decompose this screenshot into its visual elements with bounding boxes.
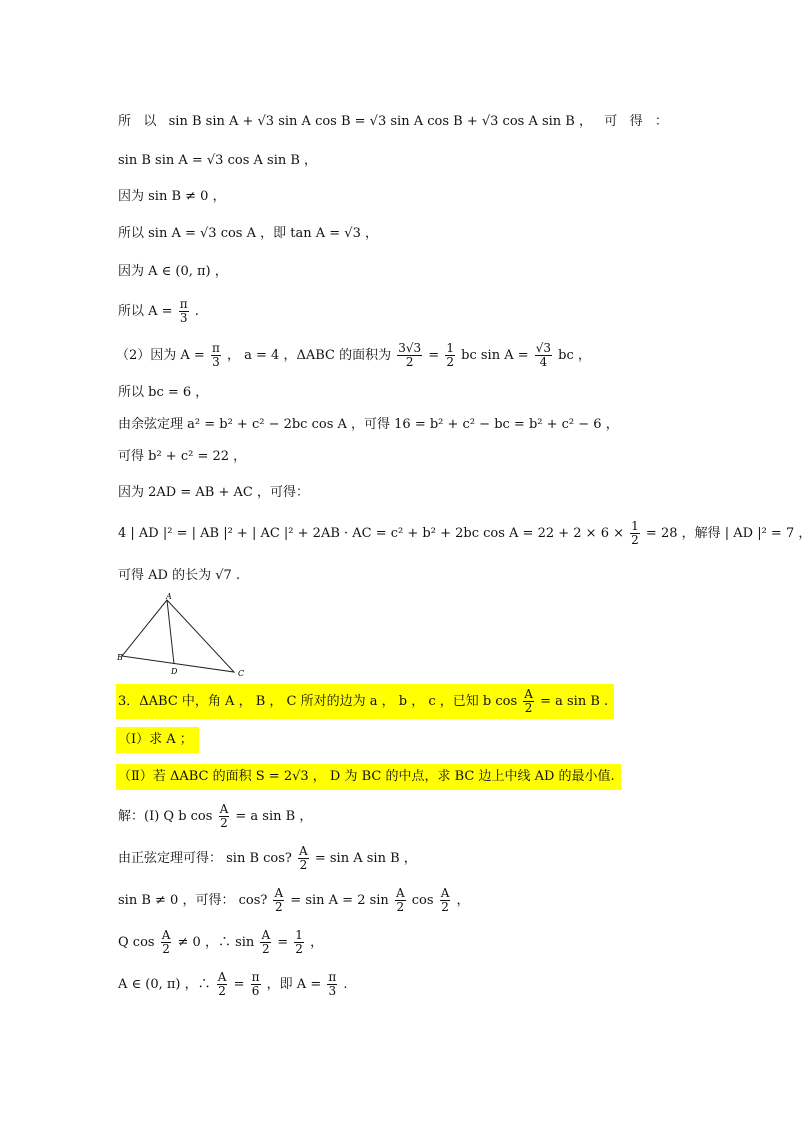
fraction <box>397 342 422 369</box>
text: 3．ΔABC 中，角 A ， B ， C 所对的边为 a ， b ， c ，已知 b cos <box>118 694 518 709</box>
problem-3-part-1: （Ⅰ）求 A ； <box>116 727 199 753</box>
numerator: π <box>328 970 337 984</box>
fraction <box>219 803 230 830</box>
numerator: 3√3 <box>398 341 422 355</box>
denominator: 4 <box>539 355 548 369</box>
numerator: A <box>274 886 284 900</box>
line-4: 所以 sin A = √3 cos A ，即 tan A = √3 ， <box>118 226 378 241</box>
numerator: A <box>524 687 533 701</box>
text: = 28 ，解得 | AD |² = 7 ， <box>645 526 811 541</box>
text: bc ， <box>558 348 591 363</box>
line-6 <box>118 298 199 325</box>
line-9: 由余弦定理 a² = b² + c² − 2bc cos A ，可得 16 = b² + c² − bc = b² + c² − 6 ， <box>118 417 619 432</box>
text: 由正弦定理可得： sin B cos? <box>118 851 292 866</box>
numerator: A <box>299 844 308 858</box>
median-ad <box>167 600 174 664</box>
text: 所 <box>118 114 132 129</box>
numerator: A <box>440 886 450 900</box>
line-2: sin B sin A = √3 cos A sin B ， <box>118 153 318 168</box>
solution-line-3 <box>118 887 470 914</box>
text: ， <box>310 935 324 950</box>
numerator: π <box>211 341 220 355</box>
text: = sin A = 2 sin <box>290 893 389 908</box>
text: （2）因为 A = <box>116 348 205 363</box>
text: Q cos <box>118 935 155 950</box>
text: = a sin B . <box>540 694 609 709</box>
denominator: 2 <box>275 900 283 914</box>
line-7 <box>116 342 591 369</box>
denominator: 2 <box>405 355 414 369</box>
denominator: 2 <box>396 900 405 914</box>
solution-line-1 <box>118 803 312 830</box>
text: cos <box>411 893 434 908</box>
fraction <box>445 342 455 369</box>
text: ，即 A = <box>266 977 322 992</box>
line-13: 可得 AD 的长为 √7 . <box>118 568 241 583</box>
line-8: 所以 bc = 6 ， <box>118 385 209 400</box>
fraction <box>440 887 451 914</box>
denominator: 2 <box>295 942 303 956</box>
text: ， <box>456 893 470 908</box>
text: . <box>343 977 348 992</box>
text: = a sin B ， <box>235 809 313 824</box>
fraction <box>251 971 261 998</box>
text: A ∈ (0, π) ，∴ <box>118 977 211 992</box>
solution-line-2 <box>118 845 417 872</box>
fraction <box>298 845 309 872</box>
fraction <box>161 929 172 956</box>
line-11: 因为 2AD = AB + AC ，可得： <box>118 485 309 500</box>
numerator: 1 <box>446 341 454 355</box>
denominator: 2 <box>441 900 449 914</box>
text: ： <box>654 114 668 129</box>
text: 得 <box>629 114 643 129</box>
text: ≠ 0 ，∴ sin <box>177 935 255 950</box>
triangle-abc <box>122 600 234 672</box>
line-5: 因为 A ∈ (0, π) ， <box>118 264 228 279</box>
text: = sin A sin B ， <box>314 851 417 866</box>
problem-3-part-2: （Ⅱ）若 ΔABC 的面积 S = 2√3 ， D 为 BC 的中点，求 BC 边上中线 AD 的最小值. <box>116 764 621 790</box>
numerator: 1 <box>631 519 639 533</box>
fraction <box>179 298 189 325</box>
text: 可 <box>604 114 618 129</box>
text: 所以 A = <box>118 304 173 319</box>
line-1 <box>118 110 668 129</box>
numerator: A <box>161 928 171 942</box>
fraction <box>523 688 534 715</box>
text: = <box>277 935 289 950</box>
numerator: A <box>219 802 229 816</box>
denominator: 2 <box>261 942 270 956</box>
text: = <box>233 977 245 992</box>
fraction <box>327 971 337 998</box>
numerator: 1 <box>295 928 303 942</box>
denominator: 2 <box>299 858 308 872</box>
numerator: A <box>217 970 227 984</box>
solution-line-5 <box>118 971 348 998</box>
triangle-figure <box>116 592 256 678</box>
equation: sin B sin A + √3 sin A cos B = √3 sin A cos B + √3 cos A sin B ， <box>168 114 592 129</box>
vertex-c-label: C <box>238 669 245 678</box>
denominator: 2 <box>524 701 533 715</box>
vertex-a-label: A <box>166 592 172 601</box>
numerator: A <box>261 928 271 942</box>
fraction <box>217 971 228 998</box>
fraction <box>395 887 406 914</box>
text: 解：(Ⅰ) Q b cos <box>118 809 213 824</box>
text: = <box>428 348 440 363</box>
denominator: 6 <box>251 984 260 998</box>
denominator: 2 <box>631 533 639 547</box>
denominator: 3 <box>328 984 337 998</box>
numerator: π <box>179 297 188 311</box>
denominator: 2 <box>220 816 228 830</box>
equation: 4 | AD |² = | AB |² + | AC |² + 2AB · AC = c² + b² + 2bc cos A = 22 + 2 × 6 × <box>118 526 624 541</box>
text: ， a = 4 ，ΔABC 的面积为 <box>227 348 392 363</box>
point-d-label: D <box>171 667 178 676</box>
text: bc sin A = <box>461 348 529 363</box>
denominator: 2 <box>162 942 170 956</box>
text: . <box>194 304 199 319</box>
fraction <box>294 929 304 956</box>
line-3: 因为 sin B ≠ 0 ， <box>118 189 226 204</box>
fraction <box>535 342 552 369</box>
fraction <box>273 887 284 914</box>
denominator: 3 <box>212 355 220 369</box>
text: 以 <box>143 114 157 129</box>
vertex-b-label: B <box>117 653 123 662</box>
denominator: 2 <box>446 355 454 369</box>
numerator: √3 <box>535 341 552 355</box>
denominator: 3 <box>179 311 188 325</box>
fraction <box>260 929 271 956</box>
fraction <box>630 520 640 547</box>
line-12 <box>118 520 811 547</box>
text: sin B ≠ 0 ，可得： cos? <box>118 893 268 908</box>
solution-line-4 <box>118 929 323 956</box>
problem-3-statement <box>116 684 614 719</box>
numerator: A <box>395 886 405 900</box>
numerator: π <box>251 970 260 984</box>
denominator: 2 <box>218 984 226 998</box>
line-10: 可得 b² + c² = 22 ， <box>118 449 247 464</box>
fraction <box>211 342 221 369</box>
